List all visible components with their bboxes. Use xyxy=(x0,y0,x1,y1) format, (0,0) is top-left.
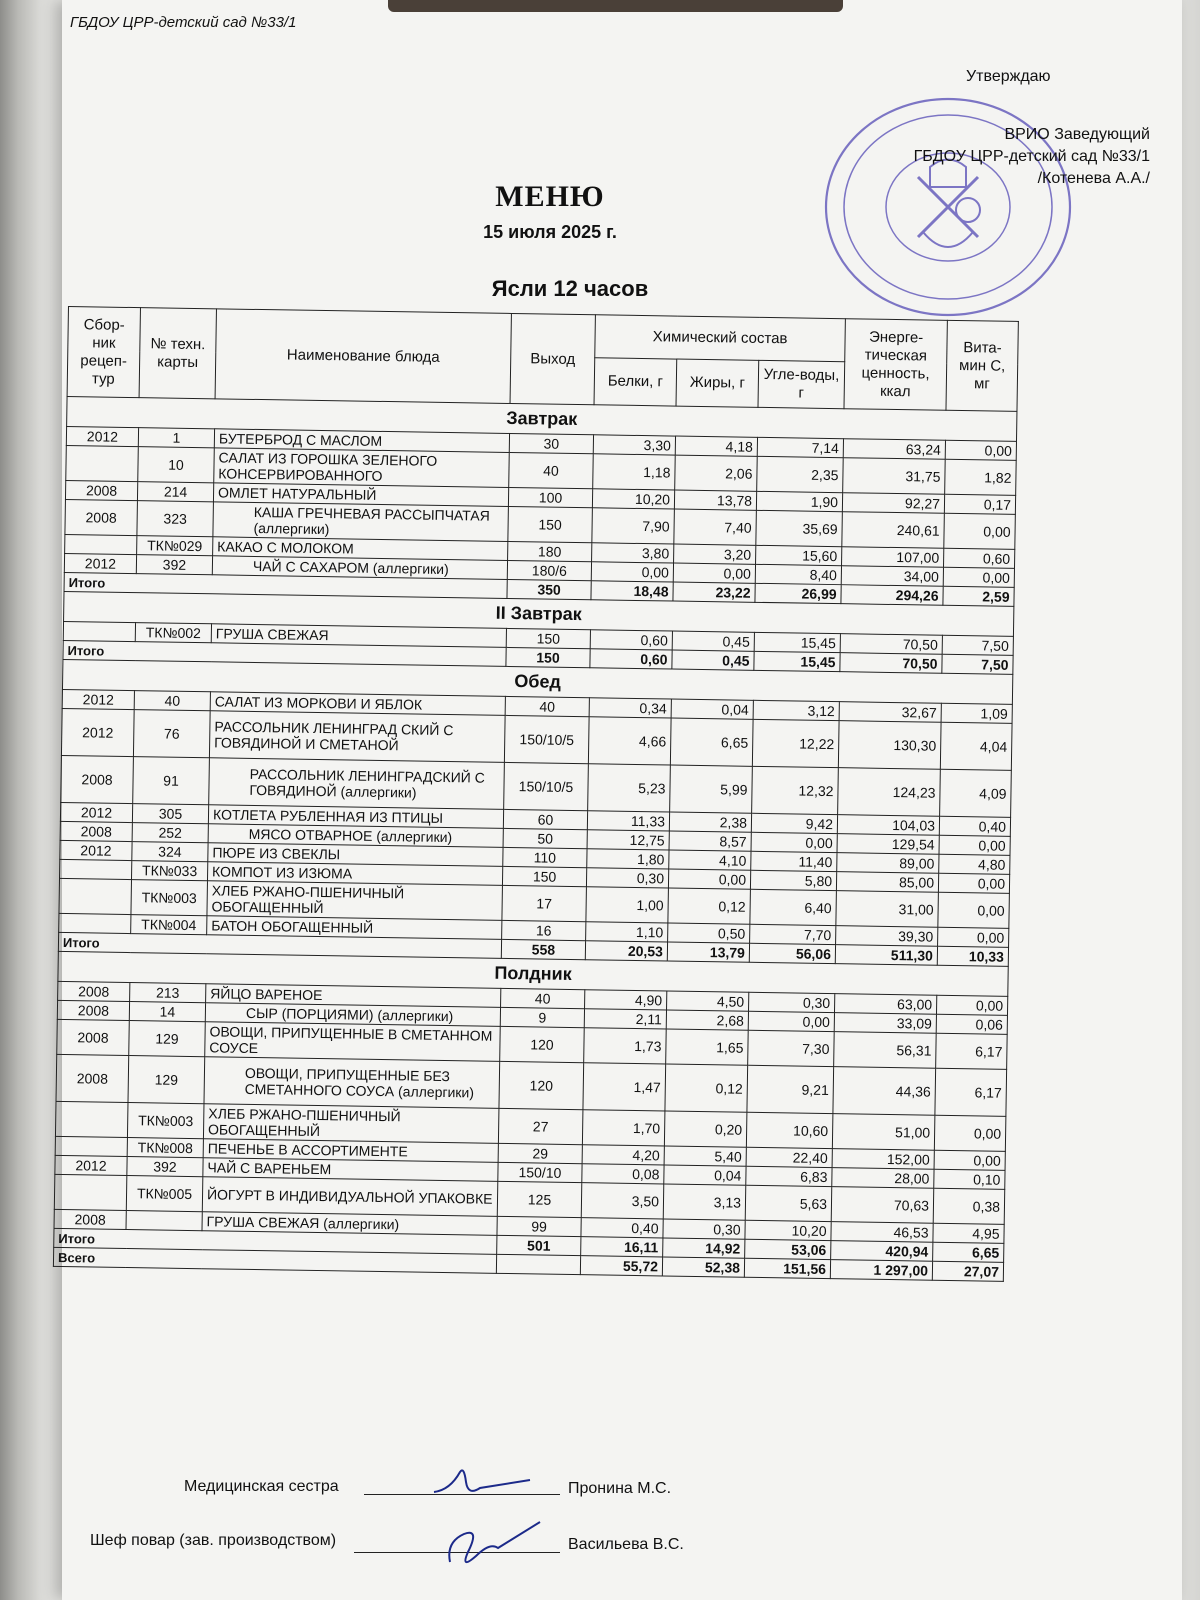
cell-yield: 150/10/5 xyxy=(504,715,589,763)
cell-vitc: 4,04 xyxy=(940,722,1012,770)
cell-fat: 5,99 xyxy=(670,765,753,813)
cell-dish: КАКАО С МОЛОКОМ xyxy=(213,537,508,561)
cell-energy: 28,00 xyxy=(832,1168,934,1189)
cell-carbs: 8,40 xyxy=(755,564,841,584)
cell-vitc: 0,00 xyxy=(937,995,1008,1015)
header-yield: Выход xyxy=(510,313,595,404)
cell-fat: 0,20 xyxy=(664,1111,747,1147)
total-f: 23,22 xyxy=(673,582,755,602)
cell-vitc: 4,09 xyxy=(940,769,1012,817)
cell-card: 324 xyxy=(132,842,208,862)
cell-carbs: 15,45 xyxy=(754,632,840,652)
total-label: Итого xyxy=(54,1228,497,1254)
grand-total-u: 151,56 xyxy=(744,1258,830,1278)
cell-energy: 46,53 xyxy=(831,1222,933,1243)
cell-carbs: 11,40 xyxy=(751,851,837,871)
total-p: 18,48 xyxy=(591,581,673,601)
cell-energy: 63,00 xyxy=(835,994,937,1015)
cell-fat: 3,20 xyxy=(674,544,756,564)
approval-person: /Котенева А.А./ xyxy=(1037,170,1150,187)
cell-energy: 39,30 xyxy=(836,926,938,947)
cell-collection: 2008 xyxy=(60,821,132,841)
cell-protein: 4,20 xyxy=(582,1145,664,1165)
cell-fat: 8,57 xyxy=(669,831,751,851)
total-u: 53,06 xyxy=(745,1239,831,1259)
cell-card: ТК№033 xyxy=(131,861,207,881)
approval-org: ГБДОУ ЦРР-детский сад №33/1 xyxy=(913,148,1150,165)
cell-energy: 31,75 xyxy=(843,458,946,495)
cell-card xyxy=(126,1211,202,1231)
cell-yield: 17 xyxy=(502,885,587,921)
cell-yield: 29 xyxy=(498,1143,582,1163)
cell-energy: 44,36 xyxy=(833,1067,936,1116)
cell-dish: ОВОЩИ, ПРИПУЩЕННЫЕ В СМЕТАННОМ СОУСЕ xyxy=(205,1022,501,1062)
organization-name: ГБДОУ ЦРР-детский сад №33/1 xyxy=(70,14,297,31)
cell-collection: 2008 xyxy=(58,981,130,1001)
cell-energy: 70,63 xyxy=(831,1187,934,1224)
cell-protein: 3,30 xyxy=(593,435,675,455)
cell-carbs: 0,00 xyxy=(748,1011,834,1031)
cell-card: 129 xyxy=(128,1056,205,1104)
cell-protein: 1,80 xyxy=(587,849,669,869)
cell-vitc: 0,00 xyxy=(938,873,1009,893)
cell-card: ТК№029 xyxy=(137,536,213,556)
cell-vitc: 0,00 xyxy=(945,440,1016,460)
cell-collection: 2008 xyxy=(57,1019,130,1055)
header-energy: Энерге-тическая ценность, ккал xyxy=(844,319,947,411)
cell-vitc: 0,06 xyxy=(936,1014,1007,1034)
cell-dish: РАССОЛЬНИК ЛЕНИНГРАД СКИЙ С ГОВЯДИНОЙ И СМЕТАНОЙ xyxy=(209,711,505,763)
cell-protein: 0,34 xyxy=(589,698,671,718)
grand-total-e: 1 297,00 xyxy=(830,1260,932,1281)
cell-carbs: 0,00 xyxy=(751,832,837,852)
cell-fat: 0,12 xyxy=(665,1064,748,1112)
cell-carbs: 6,40 xyxy=(750,889,837,925)
header-fat: Жиры, г xyxy=(676,359,759,407)
cell-fat: 4,50 xyxy=(667,991,749,1011)
cell-vitc: 0,00 xyxy=(938,892,1010,928)
cell-fat: 0,00 xyxy=(668,869,750,889)
cell-yield: 150 xyxy=(508,506,593,542)
grand-total-y xyxy=(496,1254,580,1274)
cell-carbs: 9,21 xyxy=(747,1065,834,1113)
header-collection: Сбор-ник рецеп-тур xyxy=(67,307,140,398)
cell-carbs: 7,30 xyxy=(748,1030,835,1066)
total-p: 0,60 xyxy=(590,649,672,669)
cell-protein: 0,08 xyxy=(582,1164,664,1184)
cell-collection: 2008 xyxy=(61,755,134,803)
cell-dish: ХЛЕБ РЖАНО-ПШЕНИЧНЫЙ ОБОГАЩЕННЫЙ xyxy=(203,1104,499,1144)
cell-dish: ПЮРЕ ИЗ СВЕКЛЫ xyxy=(208,843,503,867)
cell-carbs: 35,69 xyxy=(756,510,843,546)
cell-energy: 107,00 xyxy=(842,547,944,568)
total-e: 70,50 xyxy=(840,653,942,674)
cell-collection xyxy=(59,878,132,914)
cell-vitc: 0,00 xyxy=(934,1150,1005,1170)
total-v: 7,50 xyxy=(942,654,1013,674)
cell-protein: 0,00 xyxy=(591,562,673,582)
total-y: 150 xyxy=(506,647,590,667)
cell-card: 252 xyxy=(132,823,208,843)
cell-dish: ЯЙЦО ВАРЕНОЕ xyxy=(206,984,501,1008)
cell-dish: ОВОЩИ, ПРИПУЩЕННЫЕ БЕЗ СМЕТАННОГО СОУСА (аллергики) xyxy=(204,1057,500,1109)
total-f: 0,45 xyxy=(672,650,754,670)
total-e: 420,94 xyxy=(831,1241,933,1262)
cell-protein: 7,90 xyxy=(592,508,675,544)
menu-body xyxy=(53,396,1017,1281)
cell-vitc: 0,00 xyxy=(934,1115,1006,1151)
cell-energy: 34,00 xyxy=(841,566,943,587)
cell-vitc: 0,00 xyxy=(939,835,1010,855)
cell-card: 129 xyxy=(129,1021,206,1057)
cell-protein: 4,90 xyxy=(585,990,667,1010)
cell-dish: КОМПОТ ИЗ ИЗЮМА xyxy=(207,862,502,886)
cell-vitc: 0,17 xyxy=(944,494,1015,514)
header-chem: Химический состав xyxy=(595,315,846,362)
cell-card: 10 xyxy=(138,447,215,483)
cell-carbs: 22,40 xyxy=(746,1147,832,1167)
cell-energy: 32,67 xyxy=(839,702,941,723)
total-e: 294,26 xyxy=(841,585,943,606)
cell-collection: 2012 xyxy=(61,708,134,756)
total-u: 26,99 xyxy=(755,583,841,603)
cell-carbs: 15,60 xyxy=(756,545,842,565)
grand-total-p: 55,72 xyxy=(580,1256,662,1276)
nurse-signature-icon xyxy=(430,1462,540,1502)
cell-carbs: 0,30 xyxy=(749,992,835,1012)
cell-dish: ЧАЙ С САХАРОМ (аллергики) xyxy=(212,556,507,580)
cell-vitc: 1,82 xyxy=(945,459,1017,495)
cell-collection: 2012 xyxy=(64,553,136,573)
cell-vitc: 0,00 xyxy=(943,567,1014,587)
chef-name: Васильева В.С. xyxy=(568,1536,684,1553)
cell-protein: 12,75 xyxy=(587,830,669,850)
cell-fat: 0,00 xyxy=(673,563,755,583)
cell-card: 392 xyxy=(127,1157,203,1177)
cell-card: 14 xyxy=(129,1002,205,1022)
cell-protein: 1,70 xyxy=(582,1110,665,1146)
cell-dish: САЛАТ ИЗ ГОРОШКА ЗЕЛЕНОГО КОНСЕРВИРОВАННОГО xyxy=(214,448,510,488)
cell-protein: 10,20 xyxy=(592,489,674,509)
cell-energy: 51,00 xyxy=(832,1114,935,1151)
total-y: 501 xyxy=(497,1235,581,1255)
cell-yield: 110 xyxy=(503,847,587,867)
cell-collection xyxy=(59,913,131,933)
chef-role: Шеф повар (зав. производством) xyxy=(90,1532,337,1549)
cell-fat: 0,12 xyxy=(668,888,751,924)
cell-collection xyxy=(65,534,137,554)
cell-collection xyxy=(54,1174,127,1210)
cell-fat: 6,65 xyxy=(670,718,753,766)
cell-protein: 1,47 xyxy=(583,1063,666,1111)
cell-card: ТК№008 xyxy=(127,1138,203,1158)
cell-carbs: 6,83 xyxy=(746,1166,832,1186)
section-title: Завтрак xyxy=(67,396,1017,441)
cell-carbs: 10,60 xyxy=(746,1112,833,1148)
cell-yield: 120 xyxy=(500,1026,585,1062)
cell-dish: БАТОН ОБОГАЩЕННЫЙ xyxy=(207,916,502,940)
cell-vitc: 6,17 xyxy=(935,1068,1007,1116)
cell-card: 40 xyxy=(134,691,210,711)
cell-fat: 4,10 xyxy=(669,850,751,870)
cell-protein: 1,73 xyxy=(584,1028,667,1064)
cell-fat: 0,30 xyxy=(663,1219,745,1239)
cell-yield: 30 xyxy=(509,433,593,453)
cell-card: ТК№003 xyxy=(127,1103,204,1139)
header-protein: Белки, г xyxy=(594,358,677,406)
cell-collection xyxy=(55,1136,127,1156)
cell-card: 76 xyxy=(133,710,210,758)
menu-table xyxy=(53,306,1019,1282)
total-label: Итого xyxy=(64,572,507,598)
cell-carbs: 7,14 xyxy=(757,437,843,457)
cell-yield: 180/6 xyxy=(507,560,591,580)
cell-energy: 70,50 xyxy=(840,634,942,655)
cell-collection: 2008 xyxy=(65,499,138,535)
cell-energy: 56,31 xyxy=(834,1032,937,1069)
cell-vitc: 0,40 xyxy=(939,816,1010,836)
cell-card: ТК№004 xyxy=(131,915,207,935)
cell-card: 214 xyxy=(137,482,213,502)
cell-protein: 5,23 xyxy=(588,764,671,812)
header-card: № техн. карты xyxy=(139,308,216,399)
cell-yield: 150 xyxy=(502,866,586,886)
nurse-name: Пронина М.С. xyxy=(568,1480,672,1497)
total-v: 6,65 xyxy=(933,1242,1004,1262)
cell-protein: 3,50 xyxy=(581,1183,664,1219)
approval-block xyxy=(914,124,1150,190)
cell-fat: 0,04 xyxy=(671,699,753,719)
cell-dish: ХЛЕБ РЖАНО-ПШЕНИЧНЫЙ ОБОГАЩЕННЫЙ xyxy=(207,881,503,921)
cell-protein: 11,33 xyxy=(587,811,669,831)
cell-yield: 120 xyxy=(499,1061,584,1109)
cell-yield: 60 xyxy=(503,809,587,829)
cell-dish: ЧАЙ С ВАРЕНЬЕМ xyxy=(203,1158,498,1182)
cell-protein: 1,18 xyxy=(593,454,676,490)
menu-title: МЕНЮ xyxy=(495,180,605,213)
total-v: 2,59 xyxy=(943,586,1014,606)
cell-collection: 2008 xyxy=(65,480,137,500)
total-e: 511,30 xyxy=(835,945,937,966)
cell-vitc: 0,00 xyxy=(944,513,1016,549)
cell-dish: СЫР (ПОРЦИЯМИ) (аллергики) xyxy=(205,1003,500,1027)
total-f: 13,79 xyxy=(667,942,749,962)
cell-dish: ГРУША СВЕЖАЯ xyxy=(211,624,506,648)
cell-yield: 150 xyxy=(506,628,590,648)
cell-energy: 92,27 xyxy=(842,493,944,514)
cell-carbs: 5,63 xyxy=(745,1185,832,1221)
approval-role: ВРИО Заведующий xyxy=(1004,126,1150,143)
cell-energy: 104,03 xyxy=(837,815,939,836)
total-y: 558 xyxy=(501,939,585,959)
total-v: 10,33 xyxy=(937,946,1008,966)
cell-protein: 1,10 xyxy=(586,922,668,942)
cell-energy: 240,61 xyxy=(842,512,945,549)
cell-card: 323 xyxy=(137,501,214,537)
cell-collection: 2008 xyxy=(56,1054,129,1102)
cell-fat: 2,38 xyxy=(669,812,751,832)
cell-collection: 2012 xyxy=(60,802,132,822)
cell-vitc: 6,17 xyxy=(936,1033,1008,1069)
cell-vitc: 7,50 xyxy=(942,635,1013,655)
cell-yield: 40 xyxy=(501,988,585,1008)
total-p: 16,11 xyxy=(581,1237,663,1257)
cell-carbs: 5,80 xyxy=(750,870,836,890)
cell-card: 1 xyxy=(138,428,214,448)
cell-collection: 2008 xyxy=(57,1000,129,1020)
section-title: II Завтрак xyxy=(64,591,1014,636)
cell-dish: ОМЛЕТ НАТУРАЛЬНЫЙ xyxy=(213,483,508,507)
menu-group: Ясли 12 часов xyxy=(491,276,649,301)
cell-fat: 1,65 xyxy=(666,1029,749,1065)
cell-yield: 150/10/5 xyxy=(504,762,589,810)
cell-fat: 0,04 xyxy=(664,1165,746,1185)
cell-yield: 27 xyxy=(498,1108,583,1144)
cell-carbs: 7,70 xyxy=(750,924,836,944)
total-label: Итого xyxy=(63,640,506,666)
section-title: Полдник xyxy=(58,951,1008,996)
cell-energy: 85,00 xyxy=(836,872,938,893)
section-title: Обед xyxy=(62,659,1012,704)
cell-vitc: 4,95 xyxy=(933,1223,1004,1243)
cell-collection xyxy=(60,859,132,879)
total-y: 350 xyxy=(507,579,591,599)
total-u: 56,06 xyxy=(749,943,835,963)
cell-energy: 129,54 xyxy=(837,834,939,855)
cell-protein: 3,80 xyxy=(592,543,674,563)
cell-collection: 2012 xyxy=(62,689,134,709)
cell-vitc: 0,10 xyxy=(934,1169,1005,1189)
cell-yield: 150/10 xyxy=(498,1162,582,1182)
cell-vitc: 0,60 xyxy=(944,548,1015,568)
cell-yield: 180 xyxy=(508,541,592,561)
cell-energy: 130,30 xyxy=(838,721,941,770)
header-vitc: Вита-мин С, мг xyxy=(946,320,1018,411)
total-f: 14,92 xyxy=(663,1238,745,1258)
cell-dish: КАША ГРЕЧНЕВАЯ РАССЫПЧАТАЯ (аллергики) xyxy=(213,502,509,542)
cell-yield: 40 xyxy=(505,696,589,716)
cell-energy: 152,00 xyxy=(832,1149,934,1170)
cell-fat: 13,78 xyxy=(674,490,756,510)
grand-total-label: Всего xyxy=(53,1247,496,1273)
cell-fat: 2,68 xyxy=(666,1010,748,1030)
cell-protein: 0,30 xyxy=(586,868,668,888)
cell-dish: ГРУША СВЕЖАЯ (аллергики) xyxy=(202,1212,497,1236)
cell-carbs: 12,22 xyxy=(752,719,839,767)
cell-vitc: 4,80 xyxy=(939,854,1010,874)
cell-protein: 4,66 xyxy=(588,717,671,765)
cell-card: 305 xyxy=(132,804,208,824)
cell-dish: ЙОГУРТ В ИНДИВИДУАЛЬНОЙ УПАКОВКЕ xyxy=(202,1177,498,1217)
cell-energy: 89,00 xyxy=(837,853,939,874)
cell-energy: 33,09 xyxy=(834,1013,936,1034)
menu-date: 15 июля 2025 г. xyxy=(483,222,617,242)
cell-collection: 2012 xyxy=(60,840,132,860)
cell-dish: РАССОЛЬНИК ЛЕНИНГРАДСКИЙ С ГОВЯДИНОЙ (аллергики) xyxy=(209,758,505,810)
cell-collection xyxy=(63,621,135,641)
total-p: 20,53 xyxy=(585,941,667,961)
cell-carbs: 1,90 xyxy=(756,491,842,511)
cell-card: ТК№002 xyxy=(135,623,211,643)
cell-collection: 2012 xyxy=(66,426,138,446)
cell-card: 91 xyxy=(133,757,210,805)
cell-carbs: 12,32 xyxy=(752,766,839,814)
cell-vitc: 1,09 xyxy=(941,703,1012,723)
cell-energy: 124,23 xyxy=(838,768,941,817)
cell-protein: 1,00 xyxy=(586,887,669,923)
cell-dish: БУТЕРБРОД С МАСЛОМ xyxy=(214,429,509,453)
cell-carbs: 2,35 xyxy=(757,456,844,492)
cell-collection xyxy=(55,1101,128,1137)
cell-dish: САЛАТ ИЗ МОРКОВИ И ЯБЛОК xyxy=(210,692,505,716)
cell-card: ТК№005 xyxy=(126,1176,203,1212)
header-carbs: Угле-воды, г xyxy=(758,360,845,408)
cell-yield: 50 xyxy=(503,828,587,848)
cell-protein: 2,11 xyxy=(584,1009,666,1029)
header-dish: Наименование блюда xyxy=(215,309,511,404)
cell-protein: 0,60 xyxy=(590,630,672,650)
cell-vitc: 0,38 xyxy=(933,1188,1005,1224)
cell-yield: 9 xyxy=(500,1007,584,1027)
cell-card: 213 xyxy=(130,983,206,1003)
cell-carbs: 9,42 xyxy=(751,813,837,833)
cell-energy: 63,24 xyxy=(843,439,945,460)
cell-energy: 31,00 xyxy=(836,891,939,928)
cell-collection: 2012 xyxy=(55,1155,127,1175)
cell-yield: 99 xyxy=(497,1216,581,1236)
cell-dish: МЯСО ОТВАРНОЕ (аллергики) xyxy=(208,824,503,848)
cell-fat: 5,40 xyxy=(664,1146,746,1166)
total-u: 15,45 xyxy=(754,651,840,671)
cell-fat: 7,40 xyxy=(674,509,757,545)
approval-label: Утверждаю xyxy=(966,68,1051,85)
cell-vitc: 0,00 xyxy=(938,927,1009,947)
cell-card: 392 xyxy=(136,555,212,575)
cell-carbs: 10,20 xyxy=(745,1220,831,1240)
cell-yield: 40 xyxy=(509,452,594,488)
cell-collection xyxy=(66,445,139,481)
grand-total-f: 52,38 xyxy=(662,1257,744,1277)
nurse-role: Медицинская сестра xyxy=(184,1478,339,1495)
cell-fat: 3,13 xyxy=(663,1184,746,1220)
cell-fat: 4,18 xyxy=(675,436,757,456)
cell-carbs: 3,12 xyxy=(753,700,839,720)
chef-signature-icon xyxy=(420,1512,550,1572)
grand-total-v: 27,07 xyxy=(932,1261,1003,1281)
cell-card: ТК№003 xyxy=(131,880,208,916)
cell-yield: 125 xyxy=(497,1181,582,1217)
total-label: Итого xyxy=(58,932,501,958)
cell-dish: ПЕЧЕНЬЕ В АССОРТИМЕНТЕ xyxy=(203,1139,498,1163)
cell-dish: КОТЛЕТА РУБЛЕННАЯ ИЗ ПТИЦЫ xyxy=(208,805,503,829)
cell-yield: 16 xyxy=(502,920,586,940)
cell-collection: 2008 xyxy=(54,1209,126,1229)
cell-fat: 2,06 xyxy=(675,455,758,491)
cell-protein: 0,40 xyxy=(581,1218,663,1238)
cell-yield: 100 xyxy=(508,487,592,507)
cell-fat: 0,50 xyxy=(668,923,750,943)
clipboard-clip xyxy=(388,0,843,12)
cell-fat: 0,45 xyxy=(672,631,754,651)
